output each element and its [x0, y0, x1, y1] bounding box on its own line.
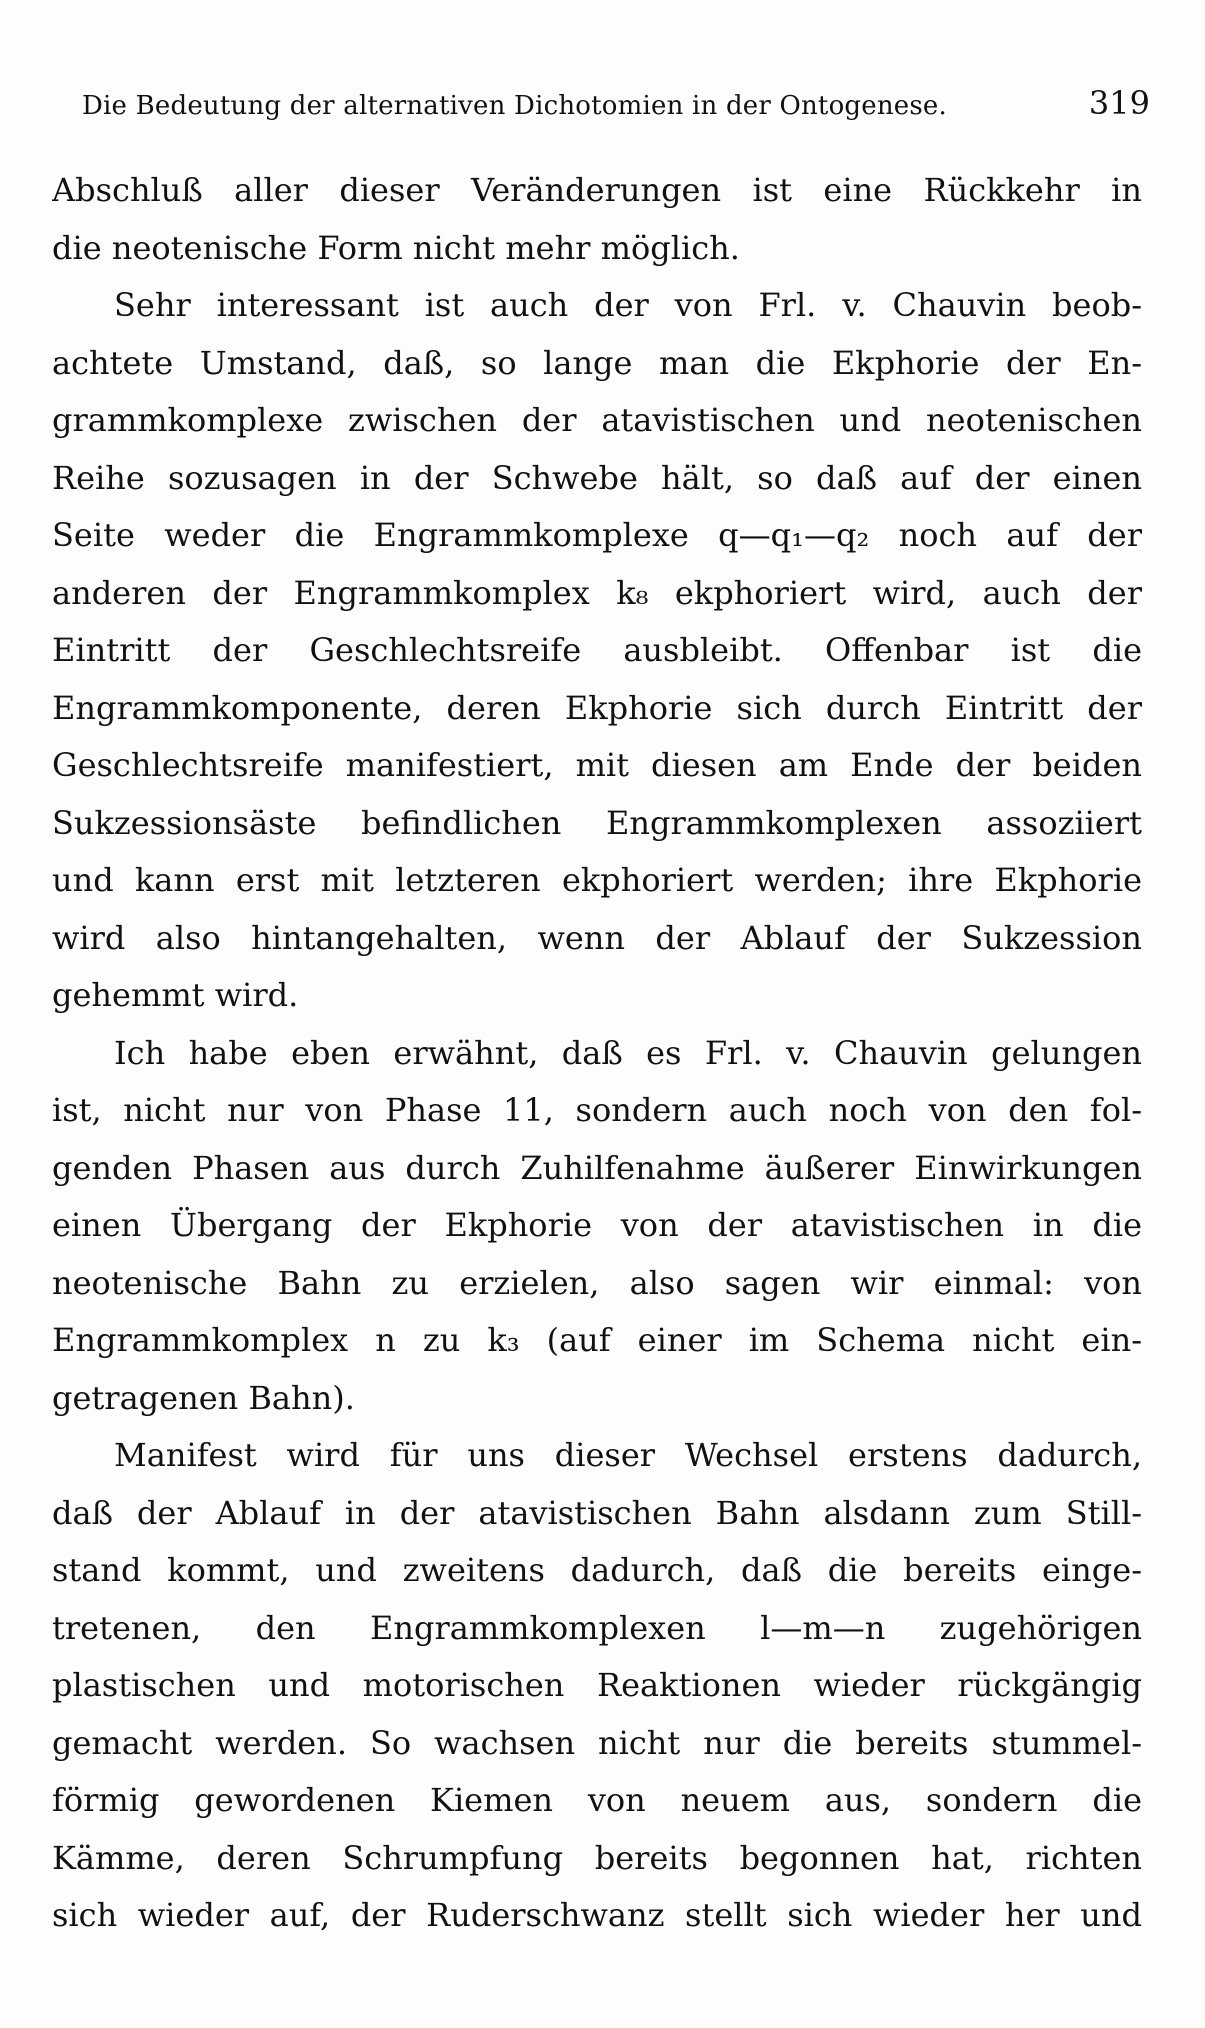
text-line: Sehr interessant ist auch der von Frl. v. Chauvin beob- [114, 286, 1142, 324]
text-line: tretenen, den Engrammkomplexen l—m—n zugehörigen [52, 1608, 1142, 1647]
text-line: wird also hintangehalten, wenn der Ablauf der Sukzession [52, 918, 1142, 957]
text-line: Eintritt der Geschlechtsreife ausbleibt. Offenbar ist die [52, 631, 1142, 669]
text-line: daß der Ablauf in der atavistischen Bahn alsdann zum Still- [52, 1493, 1142, 1532]
running-header [82, 84, 1150, 134]
text-line: Geschlechtsreife manifestiert, mit diesen am Ende der beiden [52, 746, 1142, 784]
text-line: neotenische Bahn zu erzielen, also sagen wir einmal: von [52, 1263, 1142, 1302]
text-line: die neotenische Form nicht mehr möglich. [52, 228, 740, 267]
text-line: Ich habe eben erwähnt, daß es Frl. v. Chauvin gelungen [114, 1033, 1142, 1072]
text-line: stand kommt, und zweitens dadurch, daß die bereits einge- [52, 1551, 1142, 1589]
text-line: einen Übergang der Ekphorie von der atavistischen in die [52, 1206, 1142, 1244]
text-line: gemacht werden. So wachsen nicht nur die bereits stummel- [52, 1723, 1142, 1762]
text-line: Engrammkomplex n zu k₃ (auf einer im Schema nicht ein- [52, 1321, 1142, 1359]
text-line: getragenen Bahn). [52, 1378, 355, 1417]
text-line: grammkomplexe zwischen der atavistischen und neotenischen [52, 401, 1142, 439]
text-line: genden Phasen aus durch Zuhilfenahme äußerer Einwirkungen [52, 1148, 1142, 1187]
text-line: Abschluß aller dieser Veränderungen ist eine Rückkehr in [52, 171, 1142, 209]
body-text [52, 162, 1142, 1945]
text-line: ist, nicht nur von Phase 11, sondern auch noch von den fol- [52, 1091, 1142, 1129]
text-line: Sukzessionsäste befindlichen Engrammkomplexen assoziiert [52, 803, 1142, 842]
running-title: Die Bedeutung der alternativen Dichotomien in der Ontogenese. [82, 91, 947, 121]
text-line: achtete Umstand, daß, so lange man die Ekphorie der En- [52, 343, 1142, 382]
text-line: plastischen und motorischen Reaktionen wieder rückgängig [52, 1666, 1142, 1704]
text-line: Reihe sozusagen in der Schwebe hält, so daß auf der einen [52, 458, 1142, 497]
text-line: Kämme, deren Schrumpfung bereits begonnen hat, richten [52, 1838, 1142, 1877]
text-line: Seite weder die Engrammkomplexe q—q₁—q₂ noch auf der [52, 516, 1142, 554]
text-line: Engrammkomponente, deren Ekphorie sich durch Eintritt der [52, 688, 1142, 727]
page-number: 319 [1088, 84, 1150, 122]
text-line: anderen der Engrammkomplex k₈ ekphoriert wird, auch der [52, 573, 1142, 612]
text-line: Manifest wird für uns dieser Wechsel erstens dadurch, [114, 1436, 1142, 1474]
text-line: gehemmt wird. [52, 976, 299, 1014]
text-line: sich wieder auf, der Ruderschwanz stellt sich wieder her und [52, 1896, 1142, 1934]
text-line: und kann erst mit letzteren ekphoriert werden; ihre Ekphorie [52, 861, 1142, 899]
text-line: förmig gewordenen Kiemen von neuem aus, sondern die [52, 1781, 1142, 1819]
